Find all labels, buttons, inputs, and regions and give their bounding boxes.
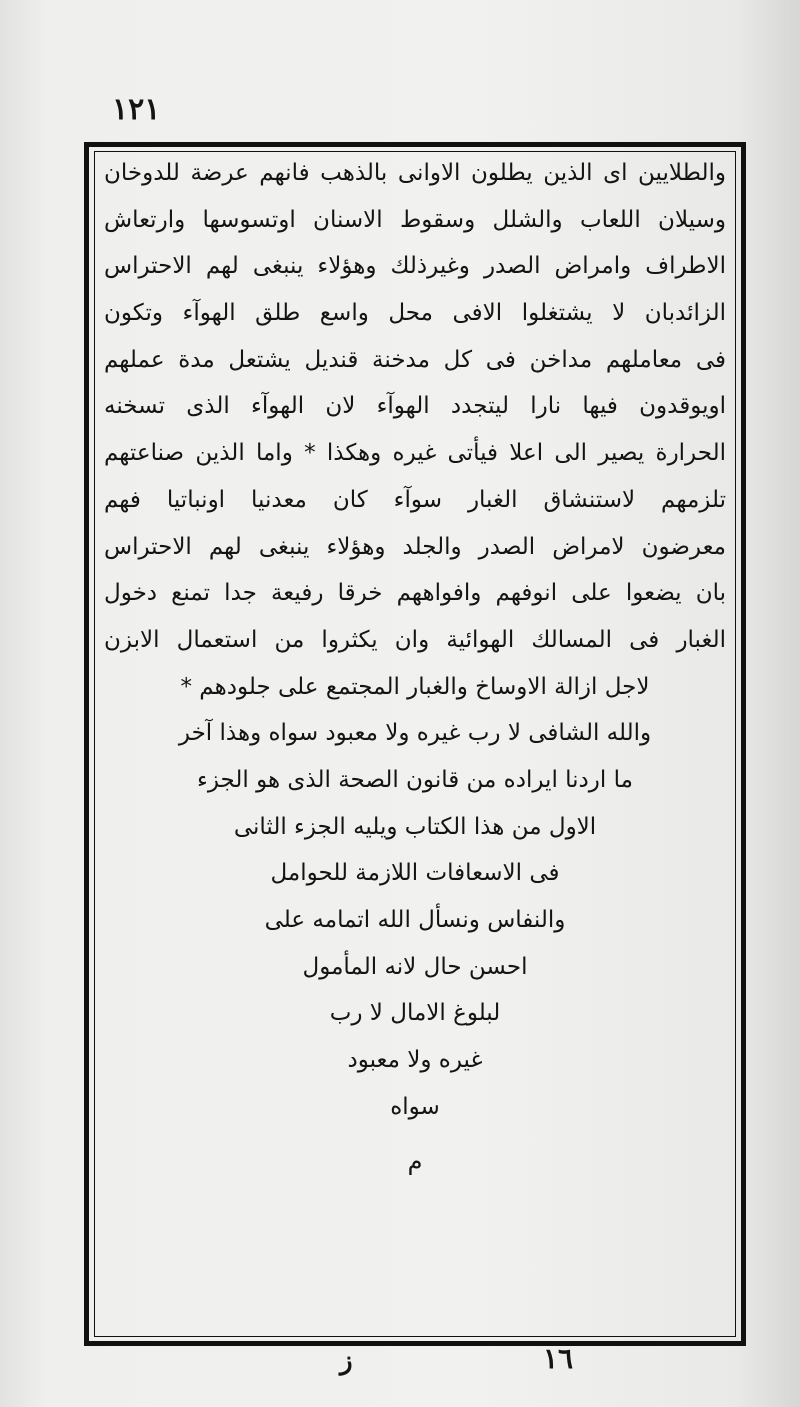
text-line: اويوقدون فيها نارا ليتجدد الهوآء لان الهوآء الذى تسخنه bbox=[104, 393, 726, 420]
text-line: ما اردنا ايراده من قانون الصحة الذى هو الجزء bbox=[197, 766, 633, 793]
text-line: فى الاسعافات اللازمة للحوامل bbox=[270, 860, 560, 887]
text-line: الغبار فى المسالك الهوائية وان يكثروا من استعمال الابزن bbox=[104, 626, 726, 653]
text-line: سواه bbox=[390, 1093, 440, 1120]
text-line: غيره ولا معبود bbox=[347, 1047, 483, 1074]
page-number: ١٢١ bbox=[112, 92, 161, 127]
text-line: تلزمهم لاستنشاق الغبار سوآء كان معدنيا اونباتيا فهم bbox=[104, 486, 726, 513]
signature-mark-left: ز bbox=[340, 1346, 353, 1376]
text-line: الزائدبان لا يشتغلوا الافى محل واسع طلق الهوآء وتكون bbox=[104, 300, 726, 327]
text-line: وسيلان اللعاب والشلل وسقوط الاسنان اوتسوسها وارتعاش bbox=[104, 206, 726, 233]
text-line: الاطراف وامراض الصدر وغيرذلك وهؤلاء ينبغى لهم الاحتراس bbox=[104, 253, 726, 280]
text-line: الحرارة يصير الى اعلا فيأتى غيره وهكذا * واما الذين صناعتهم bbox=[104, 440, 726, 467]
text-line: والنفاس ونسأل الله اتمامه على bbox=[264, 907, 566, 933]
text-line: الاول من هذا الكتاب ويليه الجزء الثانى bbox=[233, 813, 597, 840]
text-line: معرضون لامراض الصدر والجلد وهؤلاء ينبغى لهم الاحتراس bbox=[104, 533, 726, 560]
text-line: فى معاملهم مداخن فى كل مدخنة قنديل يشتعل مدة عملهم bbox=[104, 346, 726, 373]
body-text bbox=[100, 150, 730, 1185]
text-line: والطلايين اى الذين يطلون الاوانى بالذهب فانهم عرضة للدوخان bbox=[104, 160, 726, 186]
signature-mark-right: ١٦ bbox=[543, 1342, 574, 1375]
text-line: احسن حال لانه المأمول bbox=[302, 953, 528, 980]
closing-mark: م bbox=[407, 1147, 423, 1176]
text-line: لاجل ازالة الاوساخ والغبار المجتمع على جلودهم * bbox=[180, 673, 650, 700]
text-line: والله الشافى لا رب غيره ولا معبود سواه وهذا آخر bbox=[178, 720, 652, 747]
text-line: بان يضعوا على انوفهم وافواههم خرقا رفيعة جدا تمنع دخول bbox=[104, 580, 726, 607]
text-line: لبلوغ الامال لا رب bbox=[329, 1000, 501, 1027]
